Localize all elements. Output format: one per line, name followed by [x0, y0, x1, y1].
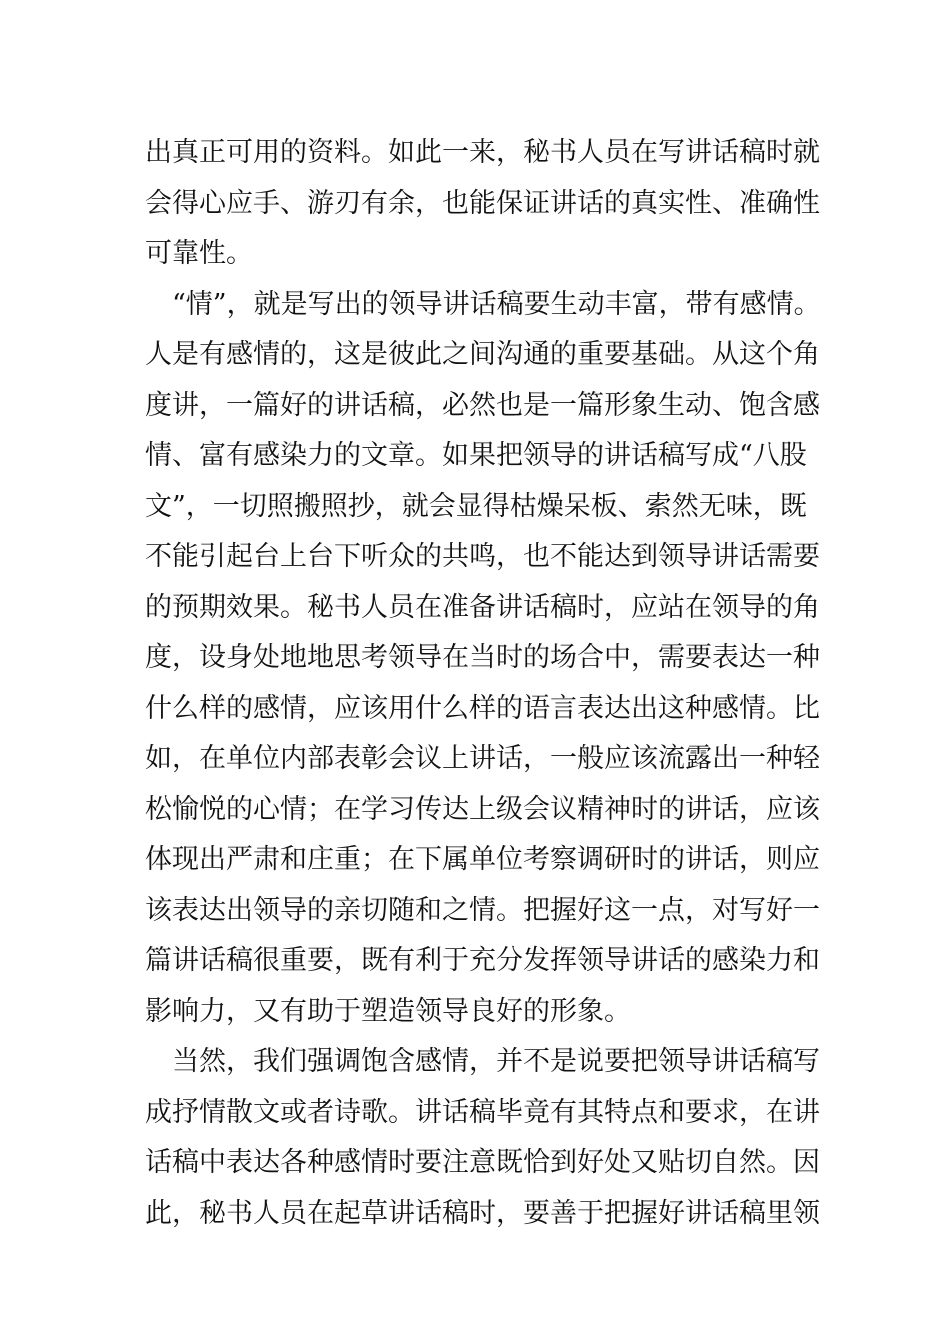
text-line: 该表达出领导的亲切随和之情。把握好这一点，对写好一: [145, 894, 820, 926]
text-line: 出真正可用的资料。如此一来，秘书人员在写讲话稿时就: [145, 137, 820, 168]
text-line: 文”，一切照搬照抄，就会显得枯燥呆板、索然无味，既: [145, 490, 807, 522]
text-line: 成抒情散文或者诗歌。讲话稿毕竟有其特点和要求，在讲: [145, 1096, 820, 1128]
text-line: 的预期效果。秘书人员在准备讲话稿时，应站在领导的角: [145, 591, 820, 623]
text-line: 此，秘书人员在起草讲话稿时，要善于把握好讲话稿里领: [145, 1197, 820, 1229]
text-line: 如，在单位内部表彰会议上讲话，一般应该流露出一种轻: [145, 743, 820, 774]
text-line: 可靠性。: [145, 238, 253, 269]
text-line: 度，设身处地地思考领导在当时的场合中，需要表达一种: [145, 642, 820, 673]
body-text: [145, 128, 825, 1239]
text-line: 度讲，一篇好的讲话稿，必然也是一篇形象生动、饱含感: [145, 389, 820, 421]
text-line: “情”，就是写出的领导讲话稿要生动丰富，带有感情。: [145, 288, 821, 320]
text-line: 当然，我们强调饱含感情，并不是说要把领导讲话稿写: [145, 1046, 820, 1077]
text-line: 会得心应手、游刃有余，也能保证讲话的真实性、准确性: [145, 187, 820, 219]
text-line: 影响力，又有助于塑造领导良好的形象。: [145, 995, 631, 1027]
text-line: 什么样的感情，应该用什么样的语言表达出这种感情。比: [145, 692, 820, 724]
text-line: 话稿中表达各种感情时要注意既恰到好处又贴切自然。因: [145, 1147, 820, 1178]
text-line: 体现出严肃和庄重；在下属单位考察调研时的讲话，则应: [145, 844, 820, 875]
text-line: 篇讲话稿很重要，既有利于充分发挥领导讲话的感染力和: [145, 945, 820, 976]
text-line: 松愉悦的心情；在学习传达上级会议精神时的讲话，应该: [145, 793, 820, 825]
text-line: 情、富有感染力的文章。如果把领导的讲话稿写成“八股: [145, 440, 807, 471]
text-line: 人是有感情的，这是彼此之间沟通的重要基础。从这个角: [145, 339, 820, 370]
text-line: 不能引起台上台下听众的共鸣，也不能达到领导讲话需要: [145, 541, 820, 572]
